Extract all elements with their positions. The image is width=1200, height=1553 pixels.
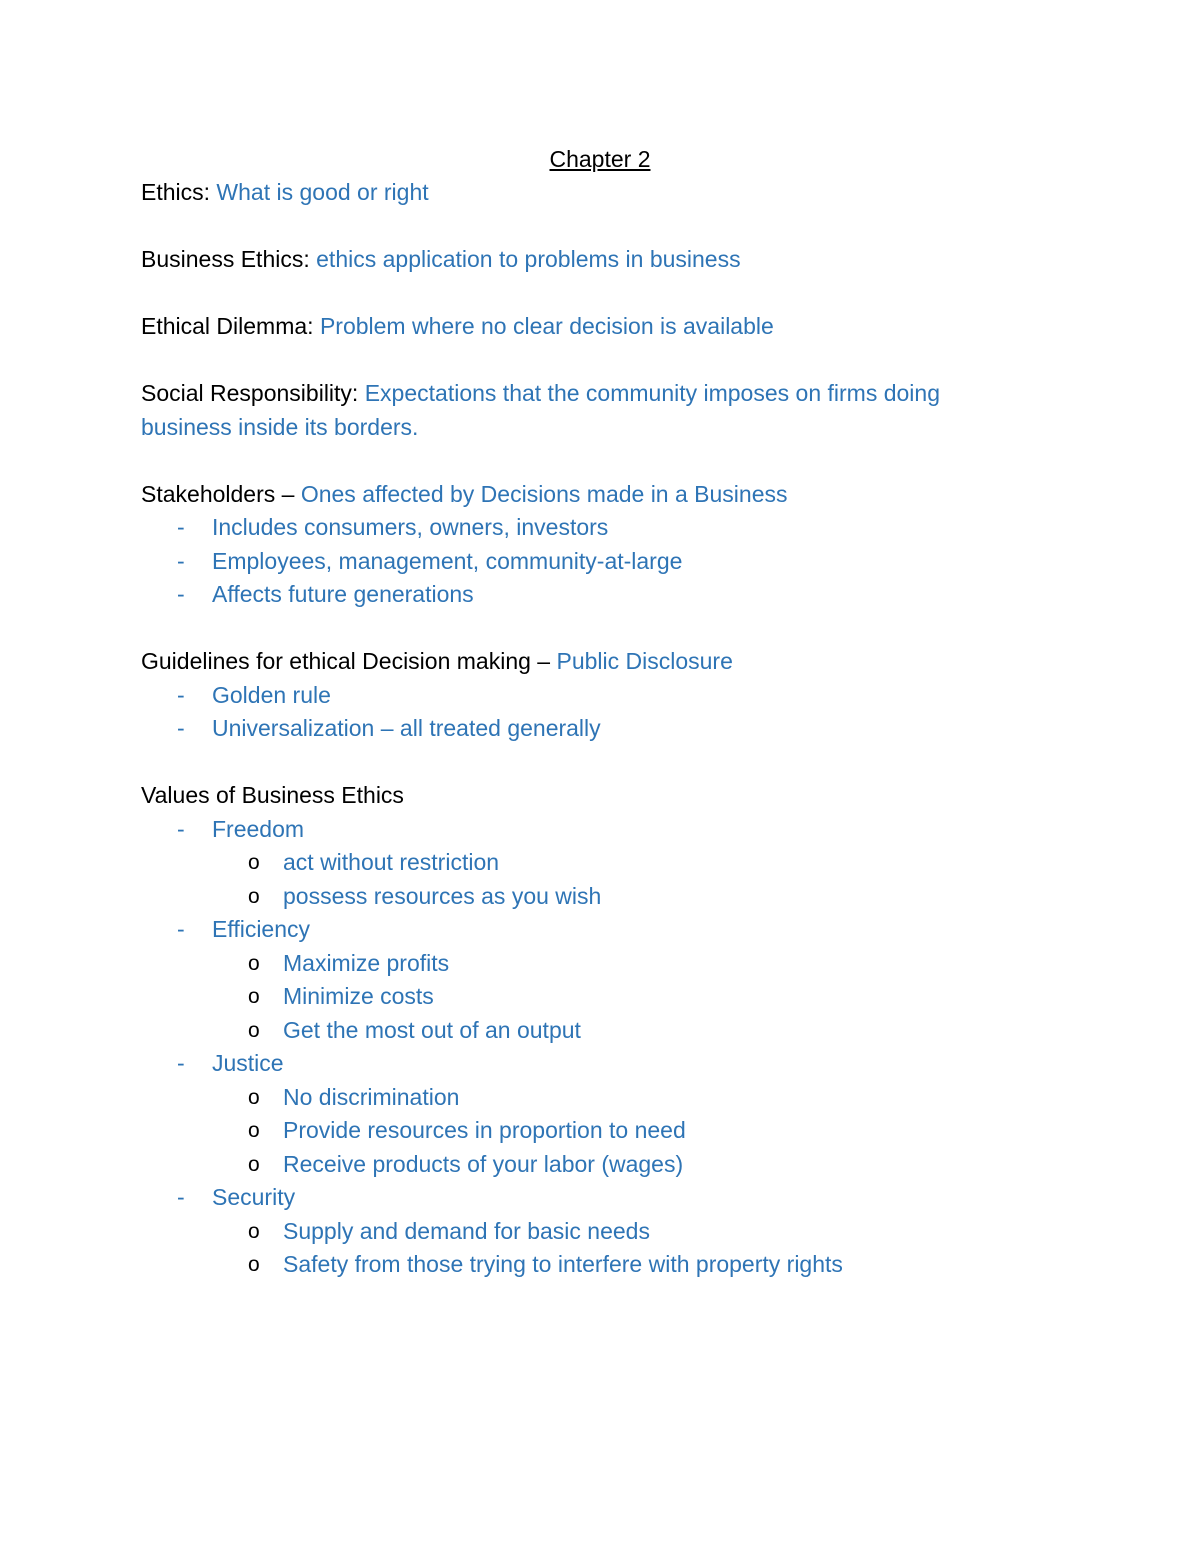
list-item: - Universalization – all treated generally bbox=[141, 712, 1041, 746]
sub-list-item: o Get the most out of an output bbox=[141, 1014, 1041, 1048]
section-term: Guidelines for ethical Decision making – bbox=[141, 648, 557, 674]
definition-ethics bbox=[141, 176, 1041, 210]
list-item: - Affects future generations bbox=[141, 578, 1041, 612]
definition-term: Ethics: bbox=[141, 179, 217, 205]
sub-list-item: o act without restriction bbox=[141, 846, 1041, 880]
dash-bullet: - bbox=[177, 581, 185, 607]
sub-list-item: o Minimize costs bbox=[141, 980, 1041, 1014]
guidelines-heading bbox=[141, 645, 1041, 679]
section-text: Ones affected by Decisions made in a Business bbox=[300, 480, 788, 507]
sub-list-item: o Receive products of your labor (wages) bbox=[141, 1148, 1041, 1182]
circle-bullet: o bbox=[248, 1219, 260, 1243]
list-item: - Security bbox=[141, 1181, 1041, 1215]
definition-business-ethics bbox=[141, 243, 1041, 277]
dash-bullet: - bbox=[177, 514, 185, 540]
definition-ethical-dilemma bbox=[141, 310, 1041, 344]
circle-bullet: o bbox=[248, 985, 260, 1008]
dash-bullet: - bbox=[177, 547, 185, 574]
page-title: Chapter 2 bbox=[549, 146, 651, 172]
circle-bullet: o bbox=[248, 1018, 260, 1042]
dash-bullet: - bbox=[177, 1184, 185, 1210]
list-item: - Freedom bbox=[141, 813, 1041, 847]
stakeholders-heading bbox=[141, 478, 1041, 512]
circle-bullet: o bbox=[248, 851, 260, 874]
circle-bullet: o bbox=[248, 1119, 260, 1142]
sub-list-item: o Maximize profits bbox=[141, 947, 1041, 981]
definition-term: Ethical Dilemma: bbox=[141, 313, 320, 339]
dash-bullet: - bbox=[177, 715, 185, 741]
dash-bullet: - bbox=[177, 916, 185, 942]
list-item: - Justice bbox=[141, 1047, 1041, 1081]
notes-body bbox=[141, 176, 1041, 1282]
list-item: - Includes consumers, owners, investors bbox=[141, 511, 1041, 545]
dash-bullet: - bbox=[177, 815, 185, 842]
list-item: - Golden rule bbox=[141, 679, 1041, 713]
definition-text: What is good or right bbox=[216, 179, 429, 205]
section-term: Stakeholders – bbox=[141, 480, 301, 507]
circle-bullet: o bbox=[248, 1085, 260, 1109]
circle-bullet: o bbox=[248, 884, 260, 908]
circle-bullet: o bbox=[248, 1253, 260, 1276]
section-text: Public Disclosure bbox=[556, 648, 733, 674]
circle-bullet: o bbox=[248, 951, 260, 975]
dash-bullet: - bbox=[177, 1050, 185, 1076]
sub-list-item: o possess resources as you wish bbox=[141, 880, 1041, 914]
definition-term: Social Responsibility: bbox=[141, 380, 365, 406]
definition-text: Expectations that the community imposes on firms doing business inside its borders. bbox=[141, 380, 940, 440]
list-item: - Efficiency bbox=[141, 913, 1041, 947]
definition-social-responsibility bbox=[141, 377, 1021, 444]
sub-list-item: o Provide resources in proportion to need bbox=[141, 1114, 1041, 1148]
circle-bullet: o bbox=[248, 1152, 260, 1176]
sub-list-item: o Safety from those trying to interfere with property rights bbox=[141, 1248, 1041, 1282]
sub-list-item: o No discrimination bbox=[141, 1081, 1041, 1115]
values-heading: Values of Business Ethics bbox=[141, 782, 404, 808]
definition-term: Business Ethics: bbox=[141, 246, 317, 272]
definition-text: ethics application to problems in business bbox=[316, 246, 741, 272]
sub-list-item: o Supply and demand for basic needs bbox=[141, 1215, 1041, 1249]
dash-bullet: - bbox=[177, 681, 185, 708]
definition-text: Problem where no clear decision is available bbox=[319, 313, 774, 339]
list-item: - Employees, management, community-at-large bbox=[141, 545, 1041, 579]
